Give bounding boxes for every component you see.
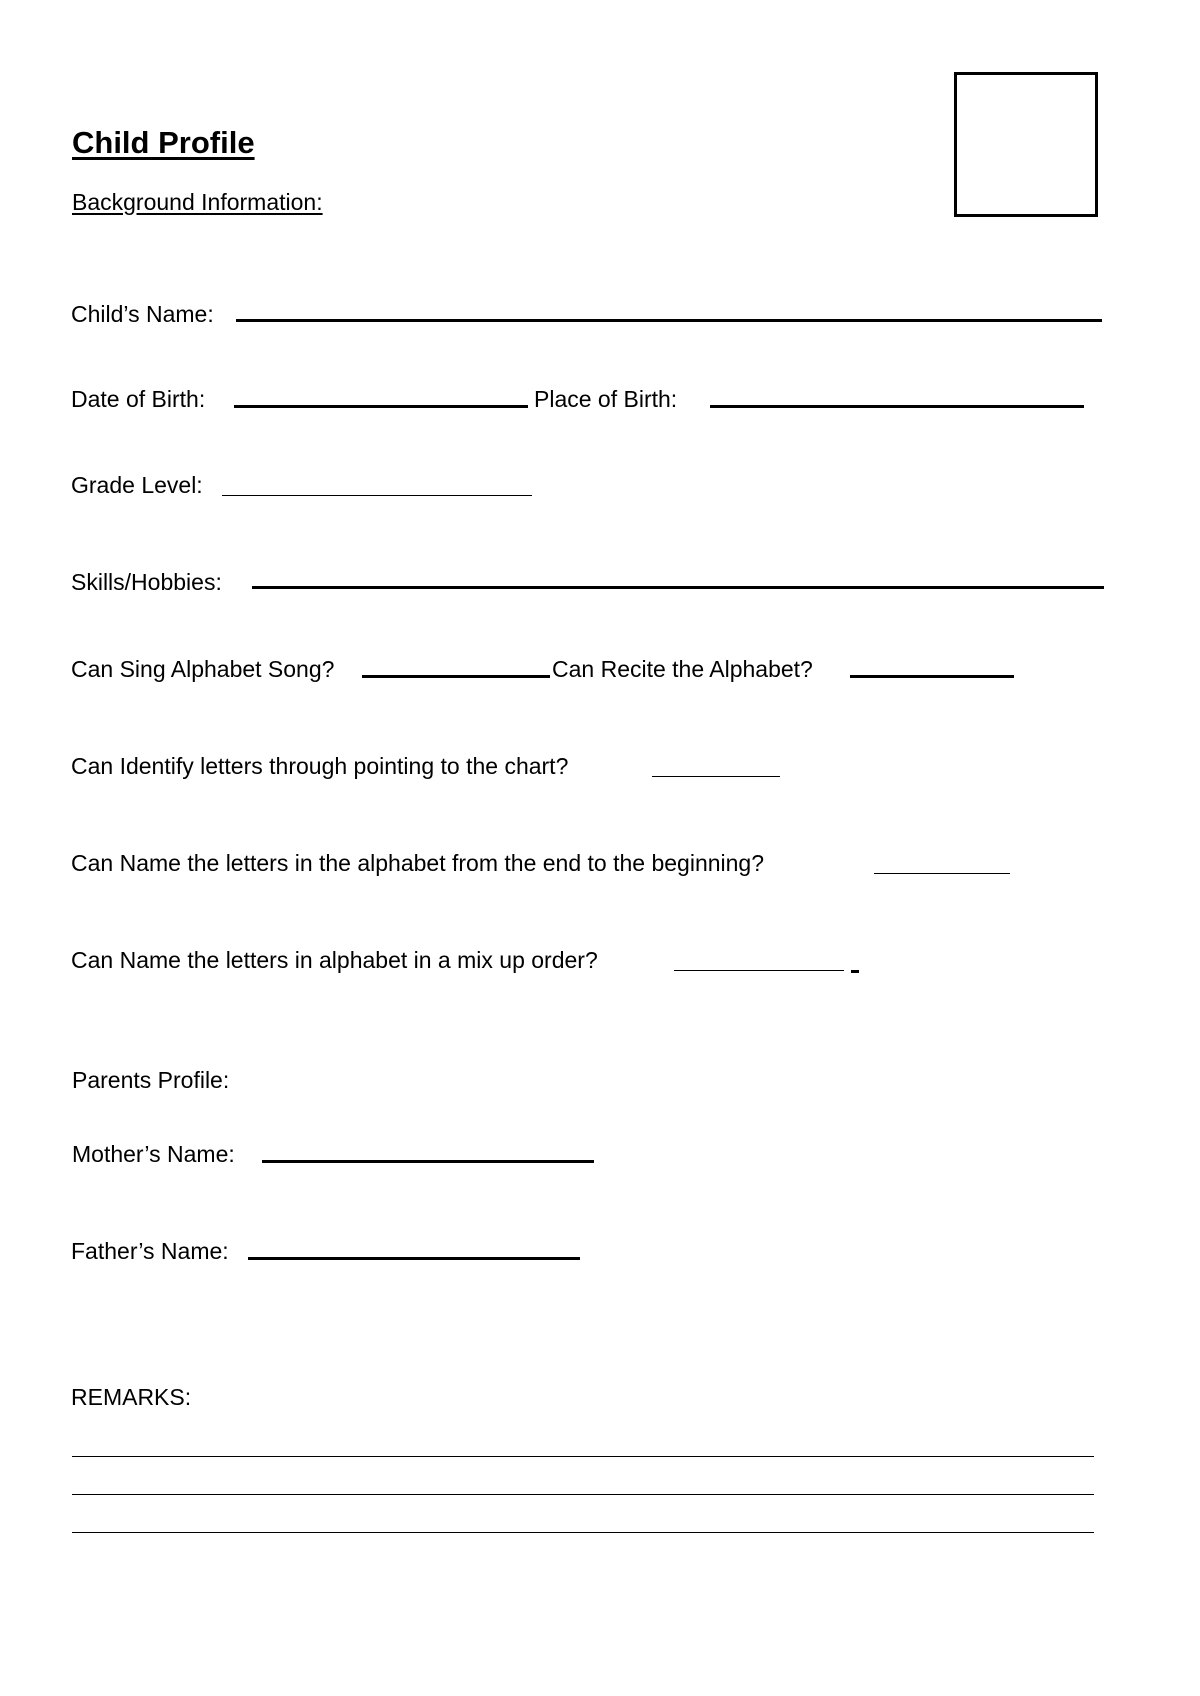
remarks-line-1[interactable] (72, 1456, 1094, 1457)
remarks-label: REMARKS: (71, 1384, 192, 1410)
recite-alphabet-label: Can Recite the Alphabet? (552, 656, 813, 682)
child-name-field[interactable] (236, 319, 1102, 322)
photo-box[interactable] (954, 72, 1098, 217)
father-name-label: Father’s Name: (71, 1238, 229, 1264)
sing-alphabet-field[interactable] (362, 675, 550, 678)
identify-letters-label: Can Identify letters through pointing to the chart? (71, 753, 569, 779)
sing-alphabet-label: Can Sing Alphabet Song? (71, 656, 335, 682)
parents-heading: Parents Profile: (72, 1067, 230, 1093)
mother-name-label: Mother’s Name: (72, 1141, 235, 1167)
background-heading: Background Information: (72, 189, 323, 215)
name-letters-mixed-field[interactable] (674, 970, 844, 971)
identify-letters-field[interactable] (652, 776, 780, 777)
date-of-birth-field[interactable] (234, 405, 528, 408)
place-of-birth-label: Place of Birth: (534, 386, 678, 412)
father-name-field[interactable] (248, 1257, 580, 1260)
remarks-line-2[interactable] (72, 1494, 1094, 1495)
date-of-birth-label: Date of Birth: (71, 386, 206, 412)
child-name-label: Child’s Name: (71, 301, 214, 327)
name-letters-reverse-label: Can Name the letters in the alphabet from the end to the beginning? (71, 850, 765, 876)
skills-hobbies-field[interactable] (252, 586, 1104, 589)
name-letters-mixed-tick (851, 970, 859, 973)
mother-name-field[interactable] (262, 1160, 594, 1163)
grade-level-label: Grade Level: (71, 472, 203, 498)
recite-alphabet-field[interactable] (850, 675, 1014, 678)
form-title: Child Profile (72, 125, 255, 160)
skills-hobbies-label: Skills/Hobbies: (71, 569, 222, 595)
name-letters-reverse-field[interactable] (874, 873, 1010, 874)
place-of-birth-field[interactable] (710, 405, 1084, 408)
name-letters-mixed-label: Can Name the letters in alphabet in a mix up order? (71, 947, 598, 973)
remarks-line-3[interactable] (72, 1532, 1094, 1533)
grade-level-field[interactable] (222, 495, 532, 496)
